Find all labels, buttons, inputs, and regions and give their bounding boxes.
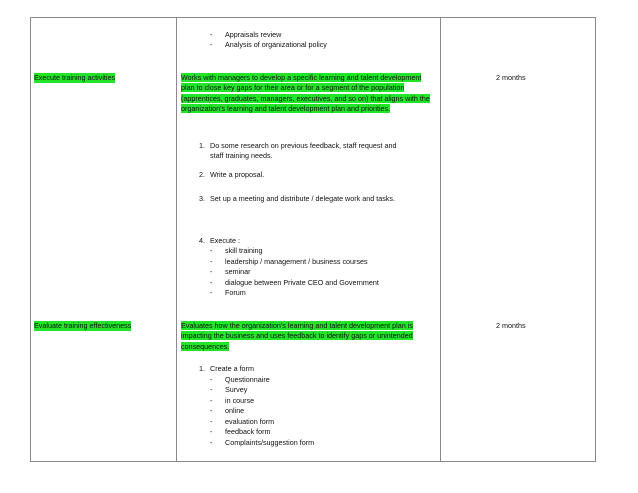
list-item: Survey bbox=[225, 385, 248, 394]
step-text: Create a form bbox=[210, 364, 254, 373]
list-dash: - bbox=[210, 278, 213, 287]
list-item: Questionnaire bbox=[225, 375, 270, 384]
step-text: staff training needs. bbox=[210, 151, 273, 160]
list-dash: - bbox=[210, 40, 213, 49]
list-dash: - bbox=[210, 267, 213, 276]
list-item: Complaints/suggestion form bbox=[225, 438, 315, 447]
list-item: evaluation form bbox=[225, 417, 275, 426]
execute-description: Works with managers to develop a specific learning and talent development plan to close key gaps for their area or for a segment of the population (apprentices, graduates, managers, executives, and so on) that aligns with the organization's learning and talent development plan and priorities. bbox=[181, 73, 430, 114]
list-dash: - bbox=[210, 375, 213, 384]
list-item: skill training bbox=[225, 246, 263, 255]
column-divider-1 bbox=[176, 18, 177, 461]
list-item: in course bbox=[225, 396, 255, 405]
list-dash: - bbox=[210, 417, 213, 426]
evaluate-description: Evaluates how the organization's learning and talent development plan is impacting the business and uses feedback to identify gaps or unintended consequences. bbox=[181, 321, 413, 351]
step-text: Write a proposal. bbox=[210, 170, 265, 179]
step-number: 1. bbox=[199, 364, 205, 373]
list-item: online bbox=[225, 406, 245, 415]
step-text: Set up a meeting and distribute / delegate work and tasks. bbox=[210, 194, 395, 203]
step-number: 4. bbox=[199, 236, 205, 245]
step-number: 3. bbox=[199, 194, 205, 203]
list-item: dialogue between Private CEO and Government bbox=[225, 278, 379, 287]
list-dash: - bbox=[210, 246, 213, 255]
list-dash: - bbox=[210, 257, 213, 266]
step-number: 2. bbox=[199, 170, 205, 179]
column-divider-2 bbox=[440, 18, 441, 461]
list-dash: - bbox=[210, 438, 213, 447]
list-dash: - bbox=[210, 385, 213, 394]
list-item: feedback form bbox=[225, 427, 271, 436]
duration-execute: 2 months bbox=[496, 73, 526, 82]
duration-evaluate: 2 months bbox=[496, 321, 526, 330]
list-item: Forum bbox=[225, 288, 246, 297]
list-dash: - bbox=[210, 427, 213, 436]
step-number: 1. bbox=[199, 141, 205, 150]
step-text: Do some research on previous feedback, staff request and bbox=[210, 141, 397, 150]
step-text: Execute : bbox=[210, 236, 240, 245]
list-dash: - bbox=[210, 30, 213, 39]
list-dash: - bbox=[210, 396, 213, 405]
list-item: seminar bbox=[225, 267, 251, 276]
activity-execute-training: Execute training activities bbox=[34, 73, 116, 82]
list-item: leadership / management / business courses bbox=[225, 257, 368, 266]
list-dash: - bbox=[210, 406, 213, 415]
list-item: Appraisals review bbox=[225, 30, 282, 39]
activity-evaluate-training: Evaluate training effectiveness bbox=[34, 321, 132, 330]
list-dash: - bbox=[210, 288, 213, 297]
list-item: Analysis of organizational policy bbox=[225, 40, 327, 49]
